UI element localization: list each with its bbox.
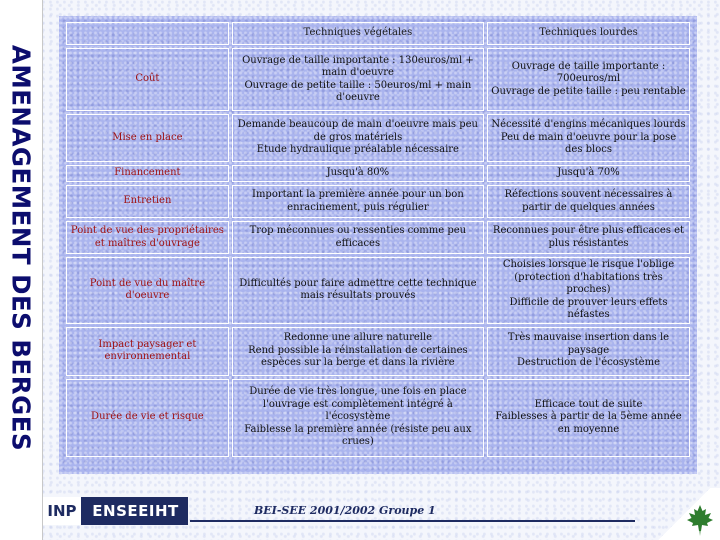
table-row xyxy=(66,114,690,162)
header-techniques-lourdes: Techniques lourdes xyxy=(487,22,690,45)
row-label-entretien: Entretien xyxy=(66,185,229,218)
cell-veg-duree-de-vie: Durée de vie très longue, une fois en place l'ouvrage est complètement intégré à l'écosystème Faiblesse la première année (résiste peu aux crues) xyxy=(232,379,484,457)
row-label-financement: Financement xyxy=(66,165,229,182)
inp-logo: INP xyxy=(43,497,83,525)
comparison-table xyxy=(63,19,693,460)
table-header-row xyxy=(66,22,690,45)
row-label-duree-de-vie: Durée de vie et risque xyxy=(66,379,229,457)
table-row xyxy=(66,257,690,324)
cell-lourd-duree-de-vie: Efficace tout de suite Faiblesses à partir de la 5ème année en moyenne xyxy=(487,379,690,457)
cell-veg-impact-paysager: Redonne une allure naturelle Rend possible la réinstallation de certaines espèces sur la berge et dans la rivière xyxy=(232,327,484,376)
cell-lourd-entretien: Réfections souvent nécessaires à partir de quelques années xyxy=(487,185,690,218)
row-label-impact-paysager: Impact paysager et environnemental xyxy=(66,327,229,376)
cell-lourd-impact-paysager: Très mauvaise insertion dans le paysage Destruction de l'écosystème xyxy=(487,327,690,376)
row-label-point-de-vue-maitre-oeuvre: Point de vue du maître d'oeuvre xyxy=(66,257,229,324)
cell-lourd-point-de-vue-maitre-oeuvre: Choisies lorsque le risque l'oblige (protection d'habitations très proches) Difficile de prouver leurs effets néfastes xyxy=(487,257,690,324)
maple-leaf-icon xyxy=(686,504,714,536)
cell-veg-financement: Jusqu'à 80% xyxy=(232,165,484,182)
header-techniques-vegetales: Techniques végétales xyxy=(232,22,484,45)
cell-veg-entretien: Important la première année pour un bon enracinement, puis régulier xyxy=(232,185,484,218)
table-row xyxy=(66,48,690,111)
cell-lourd-mise-en-place: Nécessité d'engins mécaniques lourds Peu de main d'oeuvre pour la pose des blocs xyxy=(487,114,690,162)
row-label-mise-en-place: Mise en place xyxy=(66,114,229,162)
row-label-point-de-vue-proprietaires: Point de vue des propriétaires et maîtres d'ouvrage xyxy=(66,221,229,254)
cell-veg-point-de-vue-maitre-oeuvre: Difficultés pour faire admettre cette technique mais résultats prouvés xyxy=(232,257,484,324)
cell-veg-point-de-vue-proprietaires: Trop méconnues ou ressenties comme peu efficaces xyxy=(232,221,484,254)
table-row xyxy=(66,185,690,218)
table-row xyxy=(66,379,690,457)
row-label-cout: Coût xyxy=(66,48,229,111)
table-row xyxy=(66,221,690,254)
footer-rule xyxy=(190,520,635,522)
enseeiht-logo xyxy=(43,497,188,525)
slide-title: AMENAGEMENT DES BERGES xyxy=(6,44,36,452)
cell-veg-mise-en-place: Demande beaucoup de main d'oeuvre mais peu de gros matériels Etude hydraulique préalable nécessaire xyxy=(232,114,484,162)
cell-veg-cout: Ouvrage de taille importante : 130euros/ml + main d'oeuvre Ouvrage de petite taille : 50euros/ml + main d'oeuvre xyxy=(232,48,484,111)
table-row xyxy=(66,165,690,182)
footer-caption: BEI-SEE 2001/2002 Groupe 1 xyxy=(254,504,436,517)
cell-lourd-point-de-vue-proprietaires: Reconnues pour être plus efficaces et plus résistantes xyxy=(487,221,690,254)
cell-lourd-cout: Ouvrage de taille importante : 700euros/ml Ouvrage de petite taille : peu rentable xyxy=(487,48,690,111)
cell-lourd-financement: Jusqu'à 70% xyxy=(487,165,690,182)
header-empty xyxy=(66,22,229,45)
left-band xyxy=(0,0,43,540)
table-row xyxy=(66,327,690,376)
enseeiht-wordmark: ENSEEIHT xyxy=(92,502,179,520)
